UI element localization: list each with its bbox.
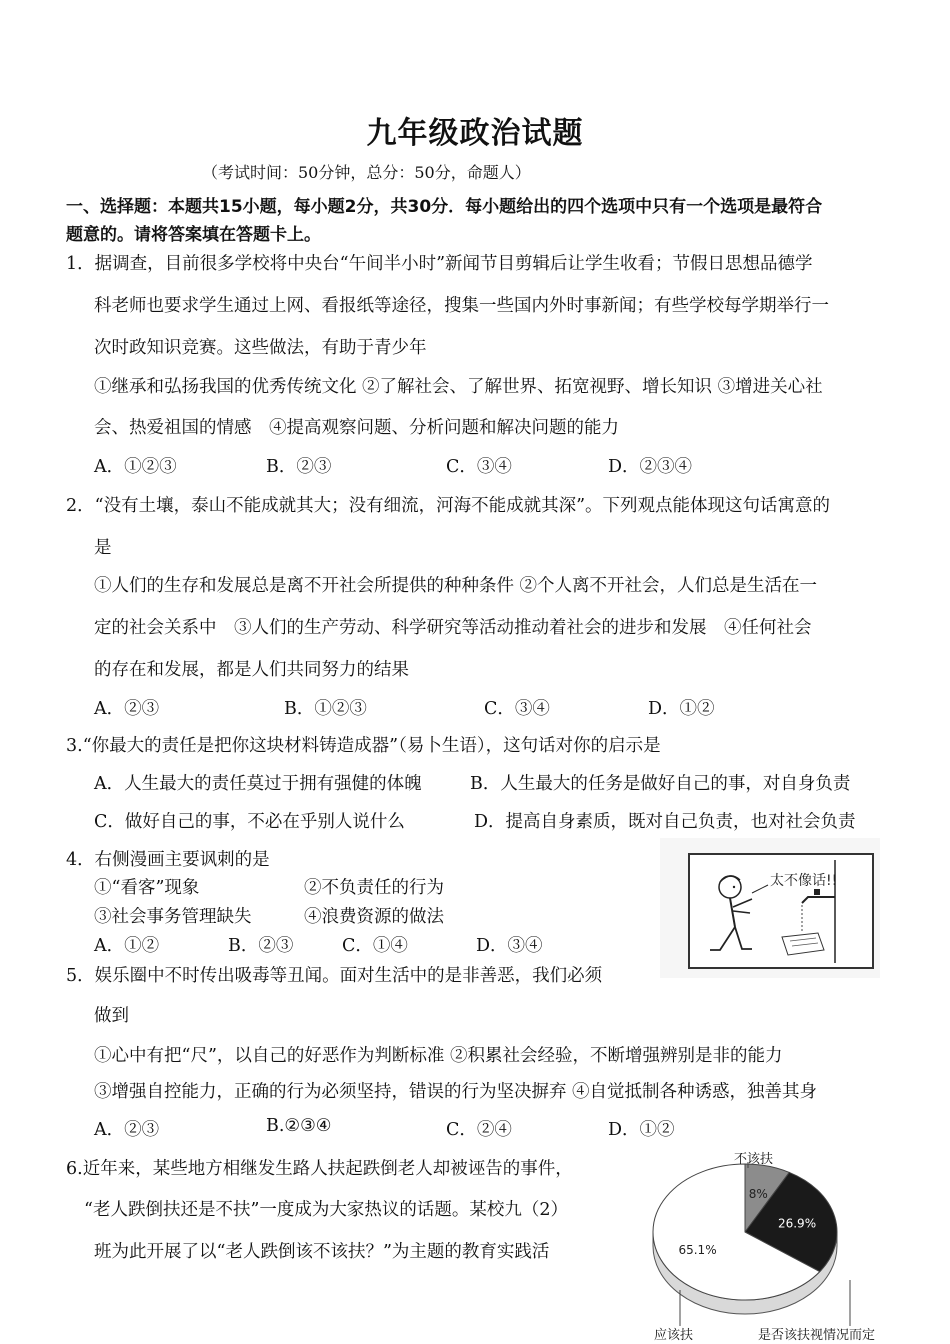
q5-items-line2: ③增强自控能力，正确的行为必须坚持，错误的行为坚决摒弃 ④自觉抵制各种诱惑，独善其身 (94, 1082, 818, 1102)
q1-items-line2: 会、热爱祖国的情感 ④提高观察问题、分析问题和解决问题的能力 (94, 418, 619, 438)
q4-option-b: B．②③ (228, 936, 294, 956)
q3-option-c: C．做好自己的事，不必在乎别人说什么 (94, 812, 405, 832)
q1-items-line1: ①继承和弘扬我国的优秀传统文化 ②了解社会、了解世界、拓宽视野、增长知识 ③增进关心社 (94, 377, 823, 397)
q5-option-a: A．②③ (94, 1120, 160, 1140)
q4-stem: 4．右侧漫画主要讽刺的是 (66, 850, 270, 870)
q5-stem-line1: 5．娱乐圈中不时传出吸毒等丑闻。面对生活中的是非善恶，我们必须 (66, 966, 603, 986)
q1-option-d: D．②③④ (608, 457, 693, 477)
q3-stem: 3.“你最大的责任是把你这块材料铸造成器”（易卜生语），这句话对你的启示是 (66, 736, 661, 756)
q2-stem-line2: 是 (94, 538, 112, 558)
q3-option-d: D．提高自身素质，既对自己负责，也对社会负责 (474, 812, 856, 832)
q4-item-4: ④浪费资源的做法 (304, 907, 444, 927)
q2-items-line3: 的存在和发展，都是人们共同努力的结果 (94, 660, 409, 680)
pie-chart-svg (640, 1140, 900, 1340)
q5-option-c: C．②④ (446, 1120, 512, 1140)
q1-stem-line3: 次时政知识竞赛。这些做法，有助于青少年 (94, 338, 427, 358)
q2-items-line2: 定的社会关系中 ③人们的生产劳动、科学研究等活动推动着社会的进步和发展 ④任何社会 (94, 618, 812, 638)
pie-value-0: 65.1% (678, 1243, 717, 1258)
exam-info: （考试时间：50分钟，总分：50分，命题人） (202, 163, 531, 182)
q6-stem-line3: 班为此开展了以“老人跌倒该不该扶？”为主题的教育实践活 (94, 1242, 550, 1262)
q2-option-b: B．①②③ (284, 699, 367, 719)
q2-option-d: D．①② (648, 699, 715, 719)
q4-item-2: ②不负责任的行为 (304, 878, 444, 898)
q6-stem-line2: “老人跌倒扶还是不扶”一度成为大家热议的话题。某校九（2） (84, 1200, 569, 1220)
q1-stem-line2: 科老师也要求学生通过上网、看报纸等途径，搜集一些国内外时事新闻；有些学校每学期举行一 (94, 296, 829, 316)
q4-option-a: A．①② (94, 936, 160, 956)
q5-stem-line2: 做到 (94, 1006, 129, 1026)
q2-option-a: A．②③ (94, 699, 160, 719)
pie-value-2: 26.9% (777, 1216, 817, 1231)
section-heading-line1: 一、选择题：本题共15小题，每小题2分，共30分．每小题给出的四个选项中只有一个选项是最符合 (66, 197, 823, 217)
pie-label-0: 不该扶 (734, 1152, 774, 1167)
q2-stem-line1: 2．“没有土壤，泰山不能成就其大；没有细流，河海不能成就其深”。下列观点能体现这句话寓意的 (66, 496, 831, 516)
q2-items-line1: ①人们的生存和发展总是离不开社会所提供的种种条件 ②个人离不开社会，人们总是生活在一 (94, 576, 818, 596)
cartoon-caption: 太不像话!! (770, 873, 838, 889)
cartoon-illustration (688, 853, 874, 969)
q1-option-c: C．③④ (446, 457, 512, 477)
q5-option-b: B.②③④ (266, 1116, 332, 1136)
q3-option-b: B．人生最大的任务是做好自己的事，对自身负责 (470, 774, 851, 794)
q6-stem-line1: 6.近年来，某些地方相继发生路人扶起跌倒老人却被诬告的事件， (66, 1159, 573, 1179)
pie-value-1: 8% (748, 1186, 768, 1201)
q5-option-d: D．①② (608, 1120, 675, 1140)
page-title: 九年级政治试题 (366, 116, 584, 151)
q4-item-3: ③社会事务管理缺失 (94, 907, 252, 927)
q5-items-line1: ①心中有把“尺”，以自己的好恶作为判断标准 ②积累社会经验，不断增强辨别是非的能力 (94, 1046, 783, 1066)
q4-option-c: C．①④ (342, 936, 408, 956)
q1-option-b: B．②③ (266, 457, 332, 477)
q2-option-c: C．③④ (484, 699, 550, 719)
q3-option-a: A．人生最大的责任莫过于拥有强健的体魄 (94, 774, 422, 794)
q1-stem-line1: 1．据调查，目前很多学校将中央台“午间半小时”新闻节目剪辑后让学生收看；节假日思想品德学 (66, 254, 813, 274)
pie-chart (640, 1140, 900, 1343)
q1-option-a: A．①②③ (94, 457, 177, 477)
pie-label-2: 是否该扶视情况而定 (758, 1328, 876, 1343)
cartoon-drawing (690, 855, 872, 967)
pie-label-1: 应该扶 (654, 1328, 694, 1343)
q4-option-d: D．③④ (476, 936, 543, 956)
section-heading-line2: 题意的。请将答案填在答题卡上。 (66, 225, 321, 245)
q4-item-1: ①“看客”现象 (94, 878, 200, 898)
